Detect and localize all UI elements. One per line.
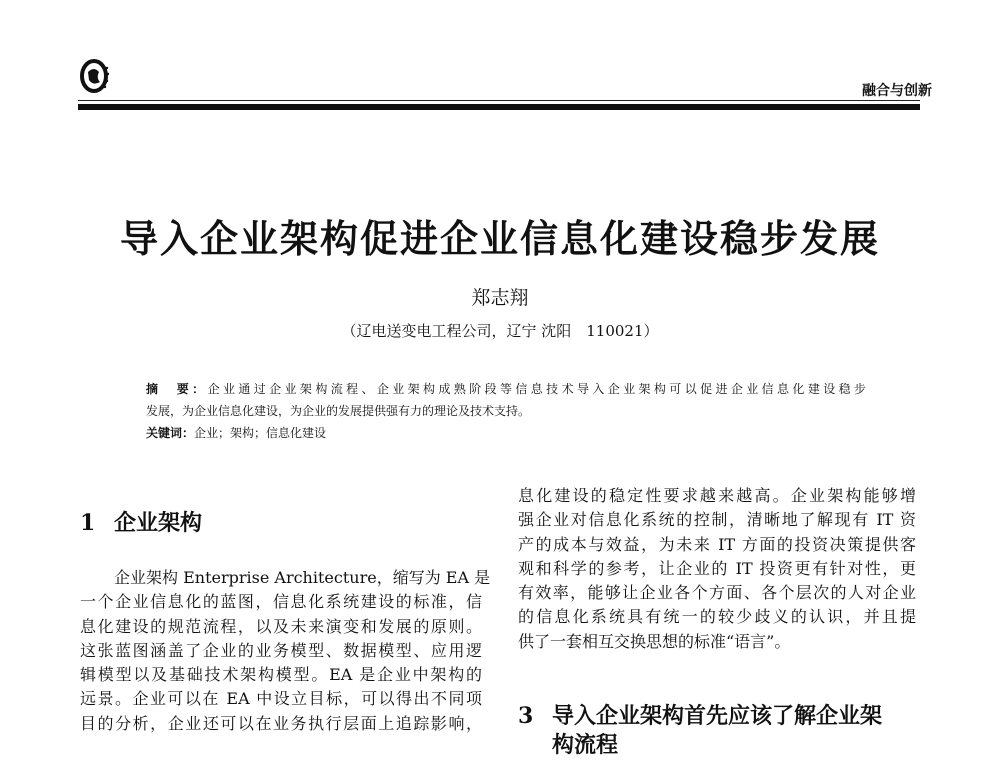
author: 郑志翔 [471, 287, 529, 309]
text-line: 有效率，能够让企业各个方面、各个层次的人对企业 [518, 583, 916, 603]
abstract-line [146, 378, 866, 400]
journal-logo-icon [80, 58, 110, 94]
section-title-line: 导入企业架构首先应该了解企业架 [552, 703, 883, 729]
section-1-paragraph [80, 566, 491, 736]
text-line: 产的成本与效益，为未来 IT 方面的投资决策提供客 [518, 534, 916, 554]
keywords-label: 关键词： [146, 426, 195, 440]
section-number: 1 [80, 510, 96, 536]
abstract-block [146, 378, 866, 444]
right-column-paragraph [518, 484, 916, 654]
header-rule-thick [78, 104, 920, 110]
text-line: 辑模型以及基础技术架构模型。EA 是企业中架构的 [80, 665, 482, 685]
section-number: 3 [518, 703, 534, 729]
section-title-line: 构流程 [552, 732, 619, 758]
abstract-label: 摘 要： [146, 382, 208, 396]
section-title: 企业架构 [114, 510, 203, 536]
text-line: 这张蓝图涵盖了企业的业务模型、数据模型、应用逻 [80, 640, 482, 660]
text-line: 一个企业信息化的蓝图，信息化系统建设的标准，信 [80, 592, 482, 612]
text-line: 目的分析，企业还可以在业务执行层面上追踪影响， [80, 713, 482, 733]
text-line: 强企业对信息化系统的控制，清晰地了解现有 IT 资 [518, 510, 916, 530]
abstract-text: 企业通过企业架构流程、企业架构成熟阶段等信息技术导入企业架构可以促进企业信息化建设稳步 [207, 382, 866, 396]
article-title: 导入企业架构促进企业信息化建设稳步发展 [119, 216, 880, 261]
text-line: 观和科学的参考，让企业的 IT 投资更有针对性，更 [518, 558, 916, 578]
text-line: 息化建设的规范流程，以及未来演变和发展的原则。 [80, 616, 482, 636]
text-line: 息化建设的稳定性要求越来越高。企业架构能够增 [518, 486, 916, 505]
affiliation: （辽电送变电工程公司，辽宁 沈阳 110021） [341, 322, 659, 340]
section-3-heading [518, 702, 882, 760]
keywords-line [146, 422, 866, 444]
section-1-heading [80, 506, 202, 537]
text-line: 远景。企业可以在 EA 中设立目标，可以得出不同项 [80, 689, 482, 709]
text-line: 的信息化系统具有统一的较少歧义的认识，并且提 [518, 607, 916, 627]
text-line: 企业架构 Enterprise Architecture，缩写为 EA 是 [114, 568, 491, 587]
abstract-line: 发展，为企业信息化建设，为企业的发展提供强有力的理论及技术支持。 [146, 404, 531, 418]
header-rule-thin [78, 100, 920, 101]
keywords-text: 企业；架构；信息化建设 [194, 426, 327, 440]
text-line: 供了一套相互交换思想的标准“语言”。 [518, 631, 791, 651]
journal-section-label: 融合与创新 [862, 83, 932, 99]
